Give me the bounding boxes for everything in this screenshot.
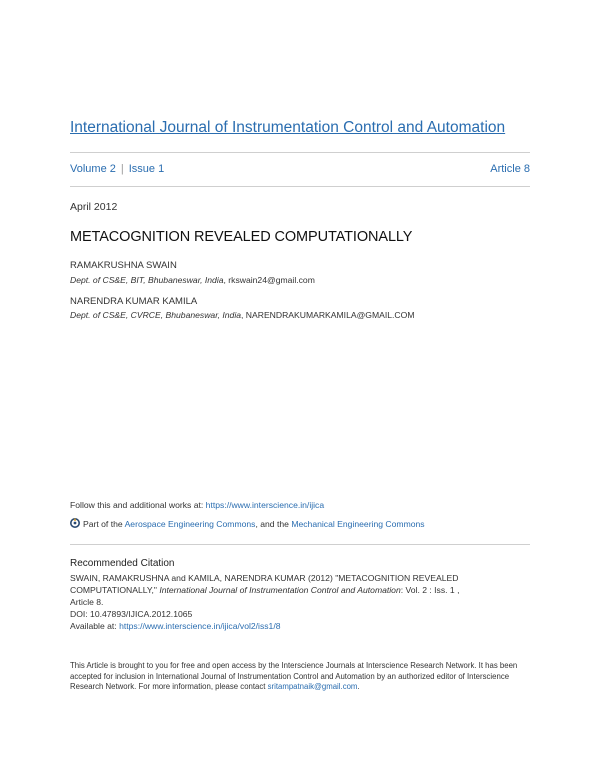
network-commons-icon [70, 518, 80, 528]
header-divider-top [70, 152, 530, 153]
publication-date: April 2012 [70, 201, 118, 213]
follow-url-link[interactable]: https://www.interscience.in/ijica [205, 500, 325, 510]
footer-notice [70, 661, 532, 693]
meta-separator: | [120, 163, 124, 175]
citation-line: Article 8. [70, 597, 104, 607]
footer-end: . [357, 682, 360, 691]
volume-link[interactable]: Volume 2 [70, 163, 116, 175]
mechanical-commons-link[interactable]: Mechanical Engineering Commons [291, 519, 425, 529]
citation-line [70, 584, 532, 596]
citation-heading: Recommended Citation [70, 558, 175, 569]
author-email: NARENDRAKUMARKAMILA@GMAIL.COM [245, 310, 415, 320]
follow-text: Follow this and additional works at: [70, 500, 206, 510]
article-title: METACOGNITION REVEALED COMPUTATIONALLY [70, 229, 413, 245]
citation-line: SWAIN, RAMAKRUSHNA and KAMILA, NARENDRA KUMAR (2012) "METACOGNITION REVEALED [70, 573, 459, 583]
issue-link[interactable]: Issue 1 [128, 163, 165, 175]
header-divider-bottom [70, 186, 530, 187]
author-name: NARENDRA KUMAR KAMILA [70, 296, 198, 307]
author-affiliation: Dept. of CS&E, CVRCE, Bhubaneswar, India, NARENDRAKUMARKAMILA@GMAIL.COM [70, 310, 415, 320]
citation-journal: International Journal of Instrumentation Control and Automation [159, 585, 401, 595]
author-affiliation: Dept. of CS&E, BIT, Bhubaneswar, India, rkswain24@gmail.com [70, 275, 315, 285]
follow-line [70, 500, 324, 510]
part-of-line [70, 518, 425, 529]
author-name: RAMAKRUSHNA SWAIN [70, 260, 177, 271]
citation-line2-prefix: COMPUTATIONALLY," [70, 585, 160, 595]
and-text: , and the [255, 519, 292, 529]
journal-title-link[interactable]: International Journal of Instrumentation Control and Automation [70, 119, 506, 136]
available-prefix: Available at: [70, 621, 120, 631]
citation-available [70, 620, 532, 632]
available-url-link[interactable]: https://www.interscience.in/ijica/vol2/iss1/8 [119, 621, 281, 631]
affiliation-text: Dept. of CS&E, BIT, Bhubaneswar, India [70, 275, 224, 285]
citation-doi: DOI: 10.47893/IJICA.2012.1065 [70, 609, 193, 619]
citation-line2-suffix: : Vol. 2 : Iss. 1 , [400, 585, 460, 595]
volume-issue [70, 163, 164, 175]
citation-body [70, 572, 532, 632]
citation-divider [70, 544, 530, 545]
affiliation-text: Dept. of CS&E, CVRCE, Bhubaneswar, India [70, 310, 242, 320]
author-email: rkswain24@gmail.com [228, 275, 315, 285]
article-number-link[interactable]: Article 8 [490, 163, 530, 175]
aerospace-commons-link[interactable]: Aerospace Engineering Commons [124, 519, 256, 529]
contact-email-link[interactable]: sritampatnaik@gmail.com [267, 682, 358, 691]
part-of-prefix: Part of the [83, 519, 125, 529]
footer-text: This Article is brought to you for free and open access by the Interscience Journals at Interscience Research Network. It has been accepted for inclusion in International Journal of Instrumentation Control and Automation by an authorized editor of Interscience Research Network. For more information, please contact [70, 661, 518, 691]
